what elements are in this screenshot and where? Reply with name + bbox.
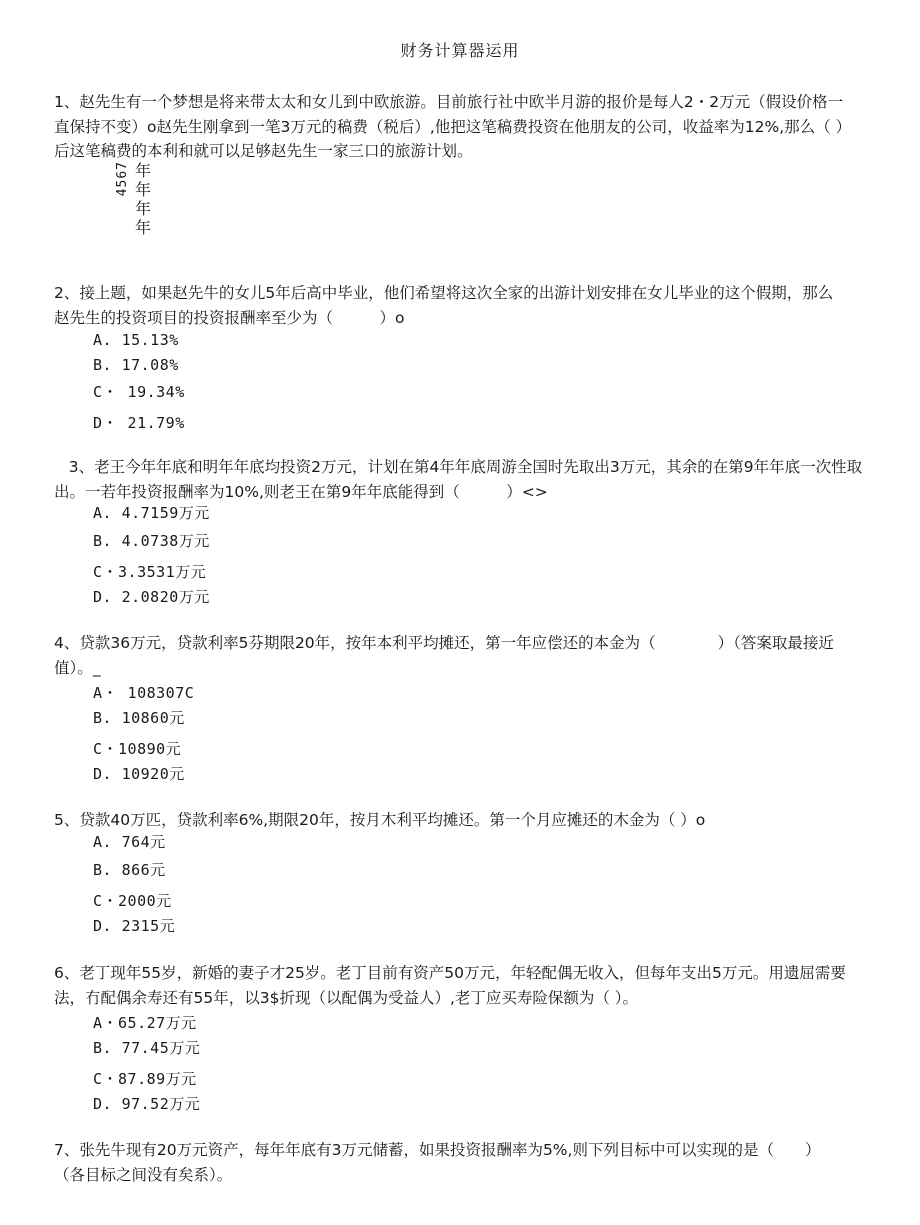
question-5-option-d: D. 2315元 [93, 917, 176, 935]
question-5-option-c: C・2000元 [93, 892, 172, 910]
question-1-option-digits: 4567 [115, 161, 130, 197]
question-6-option-b: B. 77.45万元 [93, 1039, 201, 1057]
question-4-option-a: A・ 108307C [93, 684, 195, 702]
question-5-option-b: B. 866元 [93, 861, 166, 879]
question-1-text: 1、赵先生有一个梦想是将来带太太和女儿到中欧旅游。目前旅行社中欧半月游的报价是每人2・2万元（假设价格一直保持不变）o赵先生刚拿到一笔3万元的稿费（税后）,他把这笔稿费投资在他朋友的公司，收益率为12%,那么（ ）后这笔稿费的本利和就可以足够赵先生一家三口的旅游计划。 [54, 93, 852, 160]
question-2-text: 2、接上题，如果赵先牛的女儿5年后高中毕业，他们希望将这次全家的出游计划安排在女儿毕业的这个假期，那么赵先生的投资项目的投资报酬率至少为（ ）o [54, 284, 834, 327]
question-5-text: 5、贷款40万匹，贷款利率6%,期限20年，按月木利平均摊还。第一个月应摊还的木金为（ ）o [54, 811, 706, 829]
question-2-option-b: B. 17.08% [93, 356, 179, 374]
question-3-option-d: D. 2.0820万元 [93, 588, 210, 606]
question-3-option-c: C・3.3531万元 [93, 563, 207, 581]
question-6-option-a: A・65.27万元 [93, 1014, 197, 1032]
question-2-option-a: A. 15.13% [93, 331, 179, 349]
question-4-option-b: B. 10860元 [93, 709, 185, 727]
question-1-unit-2: 年 [135, 180, 152, 199]
question-6-option-c: C・87.89万元 [93, 1070, 197, 1088]
question-1-unit-4: 年 [135, 218, 152, 237]
question-2-option-d: D・ 21.79% [93, 414, 185, 432]
page-title: 财务计算器运用 [400, 41, 520, 60]
question-6-option-d: D. 97.52万元 [93, 1095, 201, 1113]
question-5-option-a: A. 764元 [93, 833, 166, 851]
question-7-text: 7、张先牛现有20万元资产，每年年底有3万元储蓄，如果投资报酬率为5%,则下列目标中可以实现的是（ ）（各目标之间没有矣系）。 [54, 1141, 821, 1184]
question-1-option-units [135, 161, 151, 237]
question-4-option-c: C・10890元 [93, 740, 182, 758]
question-6-text: 6、老丁现年55岁，新婚的妻子才25岁。老丁目前有资产50万元，年轻配偶无收入，但每年支出5万元。用遗屈需要法，冇配偶余寿还有55年，以3$折现（以配偶为受益人）,老丁应买寿险保额为（ ）。 [54, 964, 846, 1007]
question-1-unit-1: 年 [135, 161, 152, 180]
question-4-option-d: D. 10920元 [93, 765, 185, 783]
question-1-unit-3: 年 [135, 199, 152, 218]
question-3-text: 3、老王今年年底和明年年底均投资2万元，计划在第4年年底周游全国时先取出3万元，其余的在第9年年底一次性取出。一若年投资报酬率为10%,则老王在第9年年底能得到（ ）<> [54, 458, 863, 501]
question-3-option-b: B. 4.0738万元 [93, 532, 210, 550]
question-4-text: 4、贷款36万元，贷款利率5芬期限20年，按年本利平均摊还，第一年应偿还的本金为（ ）（答案取最接近值）。_ [54, 634, 834, 677]
question-3-option-a: A. 4.7159万元 [93, 504, 210, 522]
question-2-option-c: C・ 19.34% [93, 383, 185, 401]
